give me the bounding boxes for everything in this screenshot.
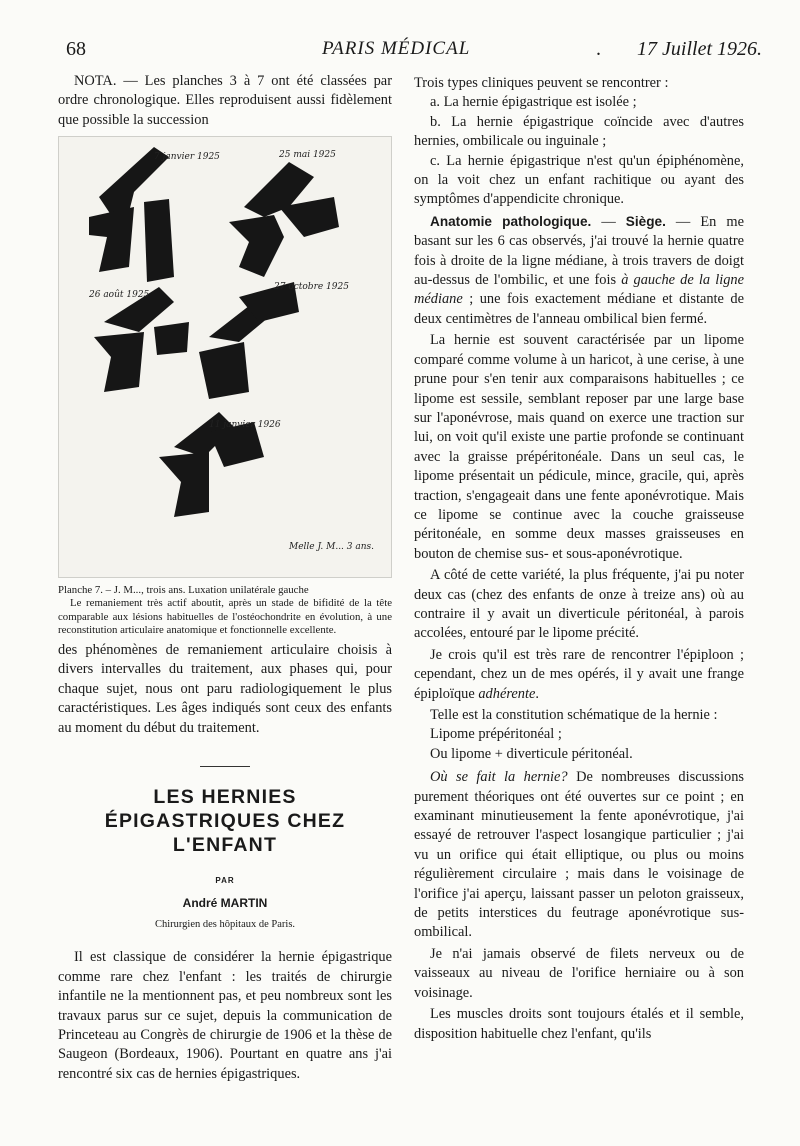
paragraph: Je n'ai jamais observé de filets nerveux ou de vaisseaux au niveau de l'orifice herniaire ou à son voisinage. <box>414 945 744 1001</box>
text-run: ; une fois exactement médiane et distante de deux centimètres de l'anneau ombilical bien fermé. <box>414 291 744 327</box>
bone-shape <box>89 207 134 272</box>
plate-label: 11 janvier 1926 <box>209 420 281 431</box>
title-line: L'ENFANT <box>172 834 278 857</box>
issue-date: 17 Juillet 1926. <box>637 38 762 60</box>
paragraph: Telle est la constitution schématique de la hernie : <box>430 707 718 723</box>
formula-line: Lipome prépéritonéal ; <box>430 726 562 743</box>
bone-shape <box>154 322 189 355</box>
list-item: c. La hernie épigastrique n'est qu'un épiphénomène, on la voit chez un enfant rachitique ou ayant des symptômes d'appendicite chronique. <box>414 152 744 208</box>
text-run: — En me basant sur les 6 cas observés, j'ai trouvé la hernie quatre fois à droite de la ligne médiane, à trois travers de doigt au-dessus de l'ombilic, et une fois <box>414 213 744 289</box>
byline-par: PAR <box>215 876 235 886</box>
subsection-heading: Siège. <box>625 213 666 229</box>
article-title <box>58 785 392 857</box>
paragraph: La hernie est souvent caractérisée par un lipome comparé comme volume à un haricot, à une cerise, à une prune pour s'en tenir aux comparaisons habituelles ; ce lipome est sessile, semblant reposer par une large base sur l'aponévrose, mais quand on exerce une traction sur lui, on voit qu'il existe une partie profonde se continuant avec la graisse prépéritonéale. Dans un seul cas, le lipome présentait un pédicule, mince, gracile, qui, après traction, s'engageait dans une fente aponévrotique. Mais ce lipome se continue avec la couche graisseuse péritonéale, en somme deux masses graisseuses en bouton de chemise sus- et sous-aponévrotique. <box>414 332 744 562</box>
page-number: 68 <box>66 38 86 60</box>
paragraph <box>414 646 744 704</box>
radiograph-plate <box>58 136 392 578</box>
section-heading: Anatomie pathologique. <box>430 213 592 229</box>
italic-run: à gauche de la ligne médiane <box>414 272 744 308</box>
plate-caption <box>58 584 392 637</box>
section-divider <box>200 766 250 767</box>
text-run: . <box>535 685 539 702</box>
italic-run: adhérente <box>478 685 536 702</box>
formula-line: Ou lipome + diverticule péritonéal. <box>430 745 633 762</box>
paragraph: Les muscles droits sont toujours étalés et il semble, disposition habituelle chez l'enfant, qu'ils <box>414 1006 744 1042</box>
italic-heading: Où se fait la hernie? <box>430 769 568 786</box>
radiograph-figure <box>59 137 391 577</box>
paragraph: Anatomie pathologique. — Siège. — En me basant sur les 6 cas observés, j'ai trouvé la hernie quatre fois à droite de la ligne médiane, à trois travers de doigt au-dessus de l'ombilic, et une fois à gauche de la ligne médiane ; une fois exactement médiane et distante de deux centimètres de l'anneau ombilical bien fermé. <box>414 213 744 327</box>
list-item: b. La hernie épigastrique coïncide avec d'autres hernies, ombilicale ou inguinale ; <box>414 113 744 150</box>
text-run: De nombreuses discussions purement théoriques ont été ouvertes sur ce point ; en examinant minutieusement la fente aponévrotique, j'ai essayé de retrouver l'aspect losangique particulier ; j'ai vu un orifice qui était elliptique, ou plus ou moins régulièrement circulaire ; mais dans le voisinage de l'orifice j'ai aperçu, laissant passer un peloton graisseux, de petits interstices du feutrage aponévrotique sus-ombilical. <box>414 769 744 941</box>
paragraph: Il est classique de considérer la hernie épigastrique comme rare chez l'enfant : les traités de chirurgie infantile ne la mentionnent pas, et peu nombreux sont les travaux parus sur ce sujet, depuis la communication de Princeteau au Congrès de chirurgie de 1906 et la thèse de Saugeon (Bordeaux, 1906). Pourtant en quatre ans j'ai rencontré six cas de hernies épigastriques. <box>58 949 392 1082</box>
paragraph: des phénomènes de remaniement articulaire choisis à divers intervalles du traitement, aux phases qui, pour chaque sujet, nous ont paru radiologiquement le plus caractéristiques. Les âges indiqués sont ceux des enfants au moment du début du traitement. <box>58 642 392 736</box>
nota-paragraph: NOTA. — Les planches 3 à 7 ont été classées par ordre chronologique. Elles reproduisent aussi fidèlement que possible la succession <box>58 73 392 128</box>
bone-shape <box>144 199 174 282</box>
title-line: LES HERNIES <box>153 786 297 809</box>
plate-label: 7 janvier 1925 <box>154 152 220 163</box>
bone-shape <box>199 342 249 399</box>
author-affiliation: Chirurgien des hôpitaux de Paris. <box>154 918 296 930</box>
right-column <box>414 74 744 1044</box>
plate-label: Melle J. M... 3 ans. <box>289 542 375 553</box>
caption-text: Le remaniement très actif aboutit, après un stade de bifidité de la tête comparable aux lésions habituelles de l'ostéochondrite en évolution, à une reconstitution articulaire anatomique et fonctionnelle excellente. <box>58 597 392 636</box>
bone-shape <box>94 332 144 392</box>
title-line: ÉPIGASTRIQUES CHEZ <box>104 810 346 833</box>
caption-title: Planche 7. – J. M..., trois ans. Luxation unilatérale gauche <box>58 584 309 597</box>
journal-title: PARIS MÉDICAL <box>322 38 471 59</box>
paragraph: Trois types cliniques peuvent se rencontrer : <box>414 75 669 91</box>
bone-shape <box>229 215 284 277</box>
paragraph: A côté de cette variété, la plus fréquente, j'ai pu noter deux cas (chez des enfants de onze à treize ans) où au contraire il y avait un diverticule péritonéal, à parois accolées, entouré par le lipome précité. <box>414 567 744 642</box>
bone-shape <box>159 452 209 517</box>
text-run: Je crois qu'il est très rare de rencontrer l'épiploon ; cependant, chez un de mes opérés, il y avait une frange épiploïque <box>414 646 744 702</box>
plate-label: 27 octobre 1925 <box>274 282 349 293</box>
plate-label: 25 mai 1925 <box>279 150 336 161</box>
author-name: André MARTIN <box>182 896 268 911</box>
page-header <box>66 38 762 64</box>
plate-label: 26 août 1925 <box>89 290 150 301</box>
list-item: a. La hernie épigastrique est isolée ; <box>430 94 637 111</box>
header-dot: . <box>596 38 601 60</box>
paragraph <box>414 768 744 943</box>
left-column <box>58 72 392 1084</box>
